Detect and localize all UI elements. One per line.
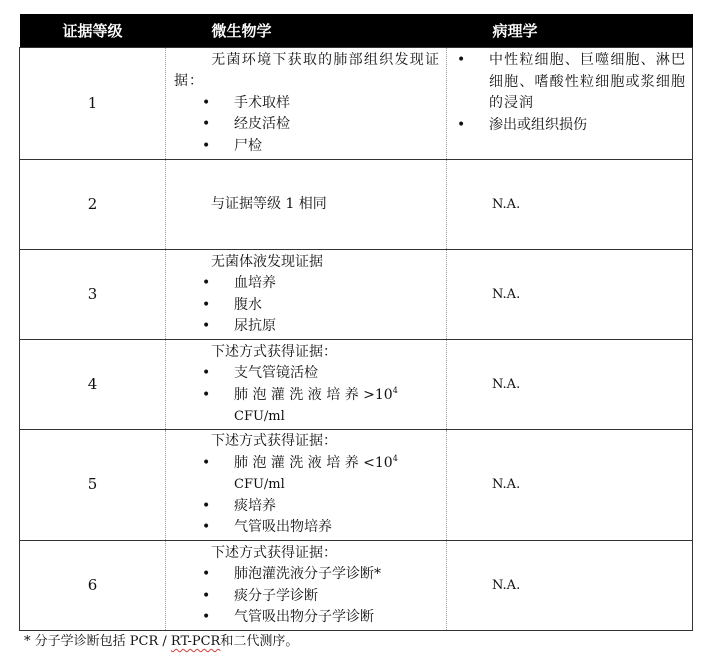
not-applicable-text: N.A. (492, 196, 521, 212)
table-header (20, 14, 693, 48)
pathology-cell (447, 48, 693, 160)
list-item (174, 136, 440, 158)
footnote-prefix: * 分子学诊断包括 PCR / (24, 634, 171, 649)
not-applicable-text: N.A. (492, 376, 521, 392)
micro-intro-text: 下述方式获得证据： (211, 544, 337, 561)
grade-cell: 6 (20, 541, 166, 631)
evidence-table-container (19, 14, 692, 631)
bullet-icon: • (202, 454, 211, 471)
list-item-text: 肺泡灌洗液分子学诊断* (234, 566, 381, 582)
microbiology-cell (166, 48, 447, 160)
bullet-icon: • (202, 497, 211, 514)
header-microbiology: 微生物学 (166, 14, 447, 48)
grade-cell: 3 (20, 250, 166, 340)
list-item-text: 痰培养 (234, 497, 276, 514)
list-item (174, 607, 440, 629)
list-item (174, 295, 440, 317)
bullet-icon: • (202, 519, 211, 536)
bullet-icon: • (202, 137, 211, 154)
table-row-grade-4 (20, 340, 693, 430)
list-item (174, 273, 440, 295)
list-item (174, 496, 440, 518)
list-item-text: 痰分子学诊断 (234, 587, 318, 604)
microbiology-cell (166, 541, 447, 631)
list-item-text: 肺 泡 灌 洗 液 培 养 <10 (234, 454, 393, 471)
list-item-text: 中性粒细胞、巨噬细胞、淋巴细胞、嗜酸性粒细胞或浆细胞的浸润 (489, 52, 686, 111)
list-item (174, 385, 440, 428)
micro-list (174, 453, 440, 539)
bullet-icon: • (202, 275, 211, 291)
pathology-cell (447, 430, 693, 541)
footnote-suffix: 和二代测序。 (220, 634, 299, 649)
list-item-text: 支气管镜活检 (234, 365, 318, 381)
list-item (174, 316, 440, 338)
superscript-exponent: 4 (392, 453, 398, 463)
unit-text: CFU/ml (234, 409, 285, 424)
list-item (174, 363, 440, 385)
list-item-text: 尿抗原 (234, 318, 276, 334)
table-row-grade-5 (20, 430, 693, 541)
micro-list (174, 93, 440, 158)
table-body (20, 48, 693, 631)
micro-intro-text: 无菌体液发现证据 (211, 253, 323, 270)
microbiology-cell (166, 340, 447, 430)
list-item-text: 尸检 (234, 137, 262, 154)
list-item-text: 腹水 (234, 296, 262, 313)
grade-cell: 1 (20, 48, 166, 160)
bullet-icon: • (202, 94, 211, 111)
not-applicable-text: N.A. (492, 477, 521, 493)
header-row (20, 14, 693, 48)
patho-list (457, 48, 686, 136)
bullet-icon: • (457, 52, 467, 68)
list-item (457, 50, 686, 115)
micro-list (174, 564, 440, 629)
list-item-text: 气管吸出物分子学诊断 (234, 609, 374, 625)
bullet-icon: • (202, 609, 211, 625)
spellcheck-flagged-term: RT-PCR (170, 634, 221, 649)
table-row-grade-1 (20, 48, 693, 160)
micro-intro-label: 无菌环境下获取的肺部组织发现证据： (174, 51, 440, 90)
list-item-text: 手术取样 (234, 94, 290, 111)
micro-intro-text (174, 50, 440, 93)
grade-cell: 4 (20, 340, 166, 430)
micro-list (174, 363, 440, 428)
bullet-icon: • (202, 587, 211, 604)
table-row-grade-3 (20, 250, 693, 340)
grade-cell: 2 (20, 160, 166, 250)
bullet-icon: • (202, 296, 211, 313)
microbiology-cell (166, 250, 447, 340)
list-item-text: 气管吸出物培养 (234, 519, 332, 536)
bullet-icon: • (457, 116, 466, 133)
list-item-text: 肺 泡 灌 洗 液 培 养 >10 (234, 386, 393, 403)
superscript-exponent: 4 (392, 385, 398, 395)
pathology-cell (447, 541, 693, 631)
header-grade: 证据等级 (20, 14, 166, 48)
not-applicable-text: N.A. (492, 577, 521, 593)
bullet-icon: • (202, 386, 211, 403)
table-footnote (24, 633, 298, 651)
micro-intro-text: 下述方式获得证据： (211, 433, 337, 450)
table-row-grade-6 (20, 541, 693, 631)
bullet-icon: • (202, 566, 211, 582)
microbiology-cell (166, 160, 447, 250)
table-row-grade-2 (20, 160, 693, 250)
bullet-icon: • (202, 318, 211, 334)
pathology-cell (447, 340, 693, 430)
pathology-cell (447, 160, 693, 250)
list-item (457, 115, 686, 137)
list-item (174, 517, 440, 539)
header-pathology: 病理学 (447, 14, 693, 48)
grade-cell: 5 (20, 430, 166, 541)
bullet-icon: • (202, 116, 211, 133)
micro-intro-text: 下述方式获得证据： (211, 343, 337, 360)
list-item (174, 114, 440, 136)
bullet-icon: • (202, 365, 211, 381)
list-item (174, 93, 440, 115)
list-item (174, 586, 440, 608)
micro-intro-text: 与证据等级 1 相同 (211, 195, 327, 212)
list-item (174, 564, 440, 586)
micro-list (174, 273, 440, 338)
not-applicable-text: N.A. (492, 286, 521, 302)
list-item (174, 453, 440, 496)
list-item-text: 血培养 (234, 275, 276, 291)
microbiology-cell (166, 430, 447, 541)
unit-text: CFU/ml (234, 477, 285, 493)
pathology-cell (447, 250, 693, 340)
evidence-level-table (19, 14, 693, 631)
list-item-text: 渗出或组织损伤 (489, 116, 587, 133)
list-item-text: 经皮活检 (234, 116, 290, 133)
